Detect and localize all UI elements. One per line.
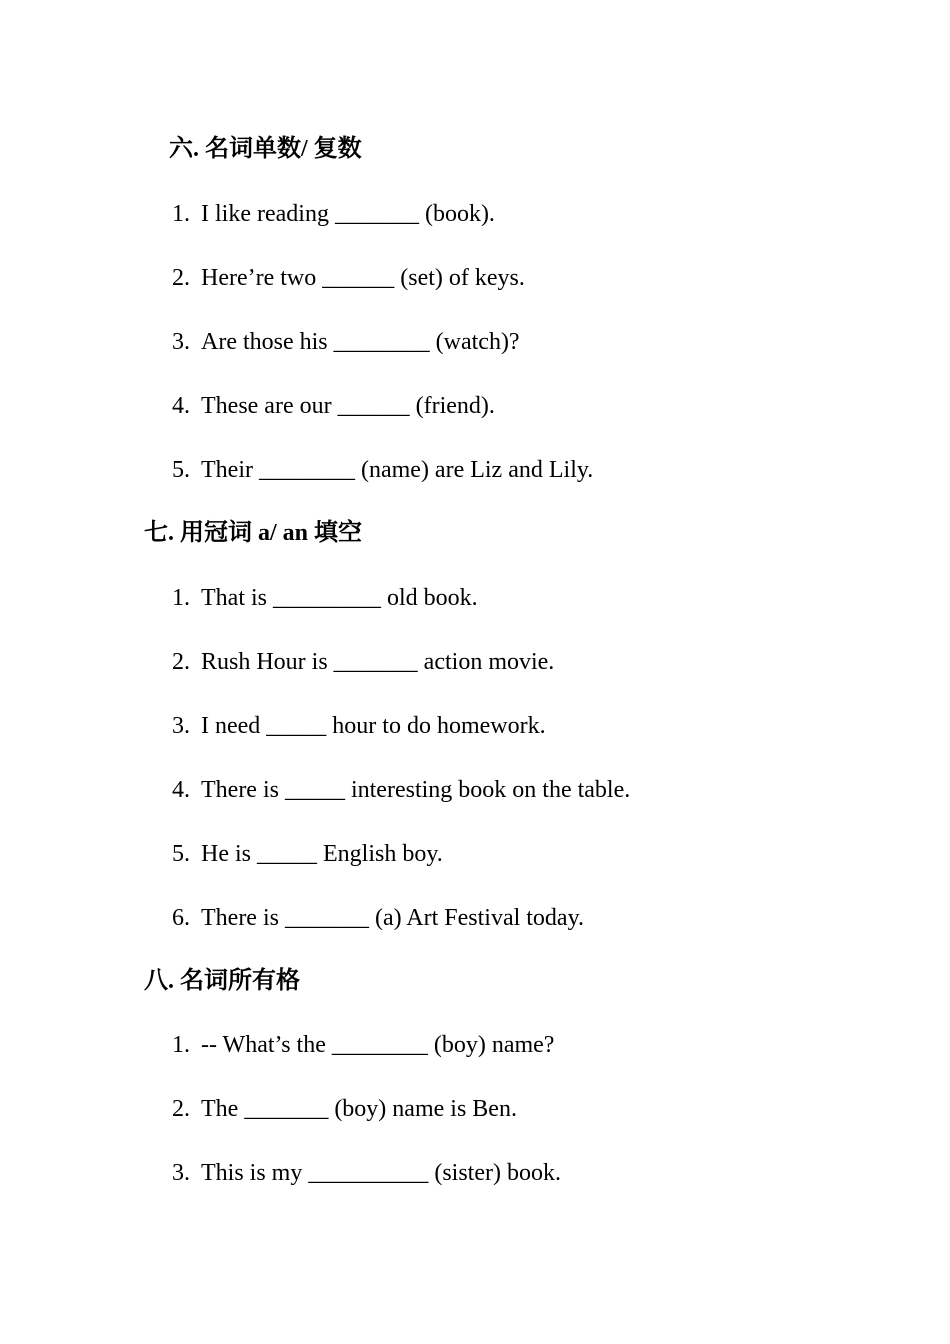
question-text: I like reading _______ (book). [201,201,495,227]
question-number: 4. [172,393,190,419]
question-text: Rush Hour is _______ action movie. [201,649,555,675]
question-text: This is my __________ (sister) book. [201,1160,561,1186]
question-text: That is _________ old book. [201,585,478,611]
question-8-2 [172,1094,517,1124]
question-number: 3. [172,1160,190,1186]
question-7-4 [172,775,630,805]
question-text: Their ________ (name) are Liz and Lily. [201,457,594,483]
section-heading-7: 七. 用冠词 a/ an 填空 [144,520,363,546]
question-6-1 [172,199,495,229]
question-number: 2. [172,1096,190,1122]
question-7-5 [172,839,443,869]
question-text: -- What’s the ________ (boy) name? [201,1032,555,1058]
question-text: Here’re two ______ (set) of keys. [201,265,525,291]
question-7-3 [172,711,546,741]
question-6-2 [172,263,525,293]
section-heading-6: 六. 名词单数/ 复数 [169,136,362,162]
question-7-2 [172,647,554,677]
question-6-5 [172,455,593,485]
question-number: 1. [172,201,190,227]
question-6-4 [172,391,495,421]
question-7-1 [172,583,478,613]
question-number: 2. [172,649,190,675]
question-text: I need _____ hour to do homework. [201,713,546,739]
question-number: 1. [172,1032,190,1058]
question-8-3 [172,1158,561,1188]
question-number: 3. [172,713,190,739]
question-6-3 [172,327,520,357]
question-7-6 [172,903,584,933]
question-text: He is _____ English boy. [201,841,443,867]
question-number: 4. [172,777,190,803]
question-number: 3. [172,329,190,355]
question-text: There is _____ interesting book on the table. [201,777,631,803]
question-text: Are those his ________ (watch)? [201,329,520,355]
question-text: These are our ______ (friend). [201,393,495,419]
question-number: 1. [172,585,190,611]
question-8-1 [172,1030,554,1060]
section-heading-8: 八. 名词所有格 [144,968,300,994]
question-text: The _______ (boy) name is Ben. [201,1096,517,1122]
question-number: 2. [172,265,190,291]
question-text: There is _______ (a) Art Festival today. [201,905,585,931]
question-number: 5. [172,457,190,483]
question-number: 6. [172,905,190,931]
question-number: 5. [172,841,190,867]
